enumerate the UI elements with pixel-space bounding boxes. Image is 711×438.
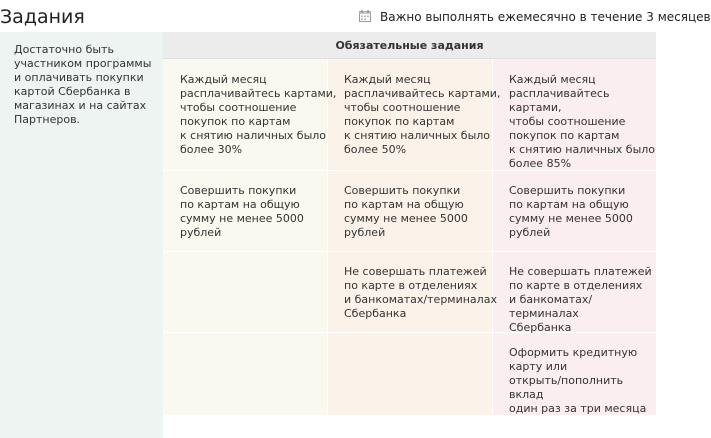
task-cell: Каждый месяц расплачивайтесь картами, чтобы соотношение покупок по картам к снятию наличных было более 85% xyxy=(509,73,656,170)
calendar-icon xyxy=(359,10,371,22)
program-description-panel xyxy=(0,32,163,438)
task-cell: Каждый месяц расплачивайтесь картами, чтобы соотношение покупок по картам к снятию наличных было более 50% xyxy=(344,73,501,156)
task-cell: Не совершать платежей по карте в отделениях и банкоматах/терминалах Сбербанка xyxy=(344,265,497,320)
monthly-notice: Важно выполнять ежемесячно в течение 3 месяцев xyxy=(380,10,711,24)
program-description: Достаточно быть участником программы и оплачивать покупки картой Сбербанка в магазинах и на сайтах Партнеров. xyxy=(14,43,152,126)
task-cell: Совершить покупки по картам на общую сумму не менее 5000 рублей xyxy=(509,184,633,239)
page-title: Задания xyxy=(0,6,85,28)
row-divider xyxy=(163,251,656,252)
task-cell: Не совершать платежей по карте в отделениях и банкоматах/терминалах Сбербанка xyxy=(509,265,652,334)
required-tasks-title: Обязательные задания xyxy=(335,39,484,52)
bottom-spacer xyxy=(163,415,656,438)
task-cell: Оформить кредитную карту или открыть/пополнить вклад один раз за три месяца xyxy=(509,346,647,415)
task-cell: Совершить покупки по картам на общую сумму не менее 5000 рублей xyxy=(180,184,304,239)
task-cell: Совершить покупки по картам на общую сумму не менее 5000 рублей xyxy=(344,184,468,239)
header xyxy=(0,0,711,32)
task-cell: Каждый месяц расплачивайтесь картами, чтобы соотношение покупок по картам к снятию наличных было более 30% xyxy=(180,73,337,156)
required-tasks-header xyxy=(163,32,656,59)
